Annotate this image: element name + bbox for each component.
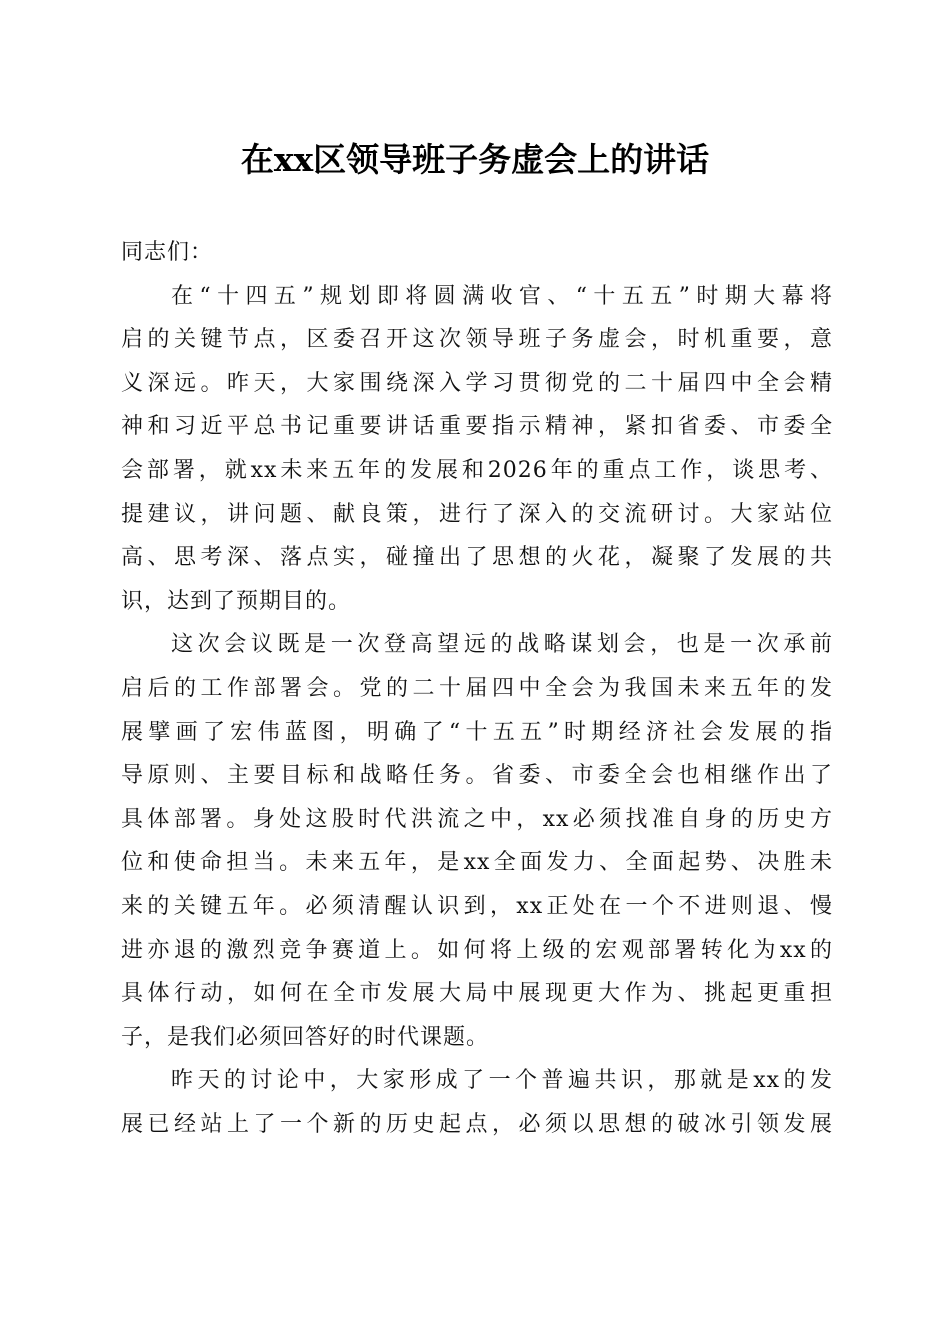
paragraph-line: 昨天的讨论中，大家形成了一个普遍共识，那就是xx的发: [171, 1068, 833, 1094]
paragraph-2: [121, 623, 833, 1059]
paragraph-line: 展已经站上了一个新的历史起点，必须以思想的破冰引领发展: [121, 1111, 833, 1137]
paragraph-line: 高、思考深、落点实，碰撞出了思想的火花，凝聚了发展的共: [121, 545, 833, 571]
paragraph-3: [121, 1059, 833, 1146]
paragraph-line: 义深远。昨天，大家围绕深入学习贯彻党的二十届四中全会精: [121, 370, 833, 396]
paragraph-line: 神和习近平总书记重要讲话重要指示精神，紧扣省委、市委全: [121, 414, 833, 440]
paragraph-1: [121, 275, 833, 624]
salutation: 同志们：: [121, 240, 214, 265]
paragraph-line: 来的关键五年。必须清醒认识到，xx正处在一个不进则退、慢: [121, 893, 833, 919]
paragraph-line: 具体部署。身处这股时代洪流之中，xx必须找准自身的历史方: [121, 806, 833, 832]
paragraph-line: 展擘画了宏伟蓝图，明确了“十五五”时期经济社会发展的指: [121, 719, 833, 745]
paragraph-line: 在“十四五”规划即将圆满收官、“十五五”时期大幕将: [171, 283, 833, 309]
paragraph-line: 导原则、主要目标和战略任务。省委、市委全会也相继作出了: [121, 763, 833, 789]
document-title: 在xx区领导班子务虚会上的讲话: [240, 140, 710, 179]
document-body: [121, 231, 833, 1146]
paragraph-line: 这次会议既是一次登高望远的战略谋划会，也是一次承前: [171, 632, 833, 658]
paragraph-line: 提建议，讲问题、献良策，进行了深入的交流研讨。大家站位: [121, 501, 833, 527]
paragraph-line: 启的关键节点，区委召开这次领导班子务虚会，时机重要，意: [121, 327, 833, 353]
paragraph-line: 具体行动，如何在全市发展大局中展现更大作为、挑起更重担: [121, 981, 833, 1007]
paragraph-line: 进亦退的激烈竞争赛道上。如何将上级的宏观部署转化为xx的: [121, 937, 833, 963]
paragraph-line: 子，是我们必须回答好的时代课题。: [121, 1024, 490, 1050]
paragraph-line: 会部署，就xx未来五年的发展和2026年的重点工作，谈思考、: [121, 457, 833, 483]
paragraph-line: 位和使命担当。未来五年，是xx全面发力、全面起势、决胜未: [121, 850, 833, 876]
paragraph-line: 识，达到了预期目的。: [121, 588, 352, 614]
paragraph-line: 启后的工作部署会。党的二十届四中全会为我国未来五年的发: [121, 675, 833, 701]
